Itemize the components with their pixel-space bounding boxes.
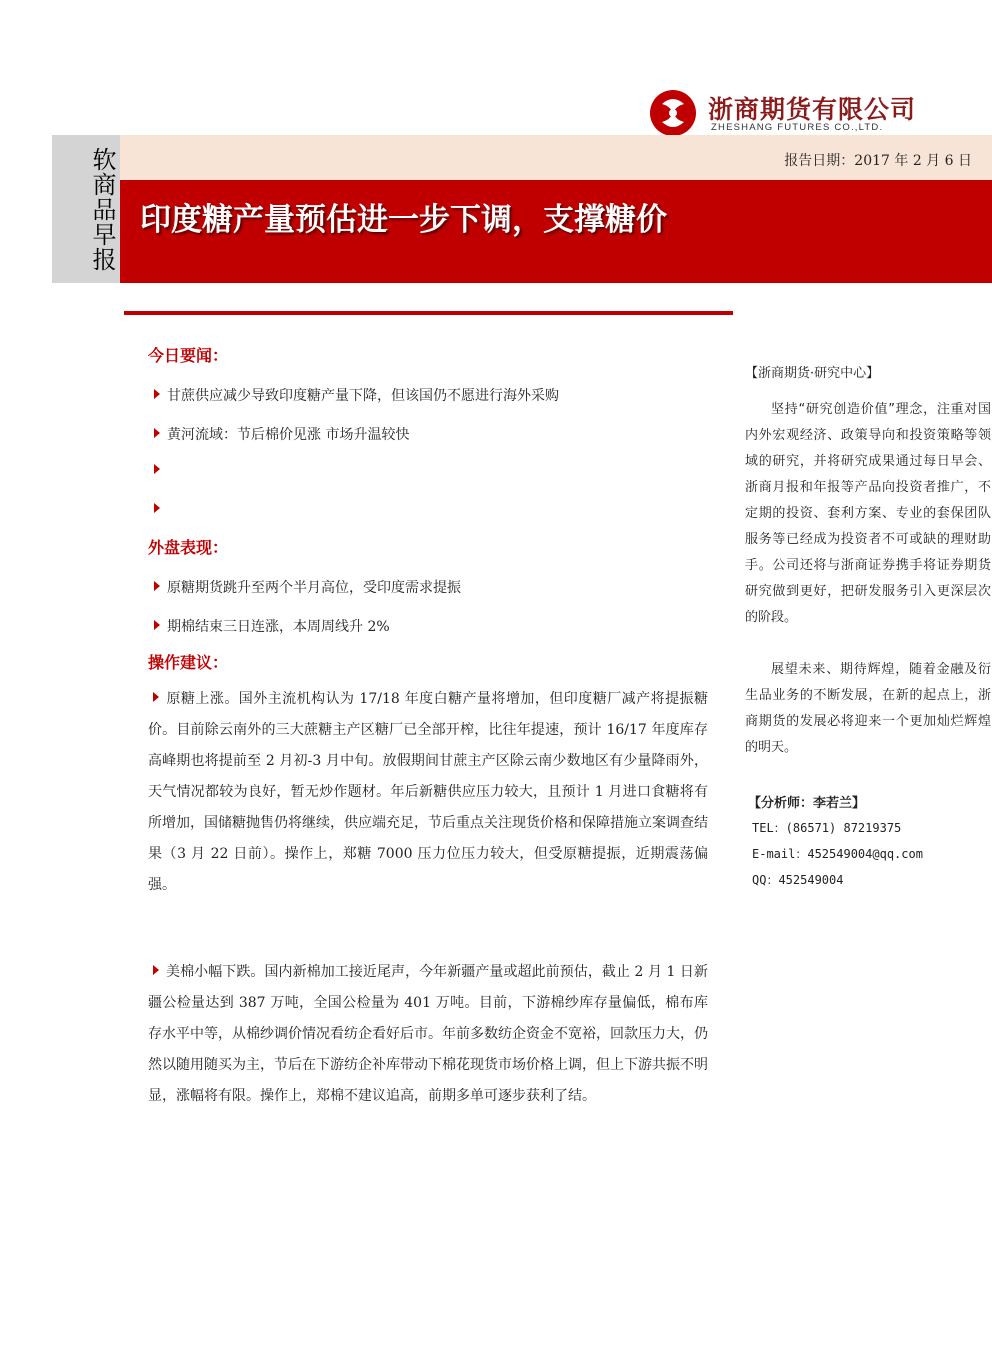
report-title: 印度糖产量预估进一步下调，支撑糖价 <box>140 202 667 238</box>
company-name-cn: 浙商期货有限公司 <box>708 95 917 124</box>
bullet-arrow-icon <box>153 965 159 975</box>
bullet-arrow-icon <box>154 581 160 591</box>
overseas-item-text: 原糖期货跳升至两个半月高位，受印度需求提振 <box>167 580 461 596</box>
bullet-arrow-icon <box>154 464 160 474</box>
section-divider <box>124 311 733 315</box>
advice-paragraph-cotton <box>148 957 708 1112</box>
news-heading: 今日要闻： <box>148 346 229 365</box>
overseas-item-text: 期棉结束三日连涨，本周周线升 2% <box>167 619 390 635</box>
report-date: 报告日期：2017 年 2 月 6 日 <box>784 153 972 169</box>
report-type-box <box>52 135 120 283</box>
news-item <box>154 463 167 479</box>
bullet-arrow-icon <box>153 692 159 702</box>
advice-paragraph-text: 美棉小幅下跌。国内新棉加工接近尾声，今年新疆产量或超此前预估，截止 2 月 1 日新疆公检量达到 387 万吨，全国公检量为 401 万吨。目前，下游棉纱库存量偏低，棉布库存水平中等，从棉纱调价情况看纺企看好后市。年前多数纺企资金不宽裕，回款压力大，仍然以随用随买为主，节后在下游纺企补库带动下棉花现货市场价格上调，但上下游共振不明显，涨幅将有限。操作上，郑棉不建议追高，前期多单可逐步获利了结。 <box>148 964 708 1104</box>
overseas-item <box>154 577 461 597</box>
news-item <box>154 502 167 518</box>
bullet-arrow-icon <box>154 620 160 630</box>
advice-paragraph-text: 原糖上涨。国外主流机构认为 17/18 年度白糖产量将增加，但印度糖厂减产将提振糖价。目前除云南外的三大蔗糖主产区糖厂已全部开榨，比往年提速，预计 16/17 年度库存高峰期也将提前至 2 月初-3 月中旬。放假期间甘蔗主产区除云南少数地区有少量降雨外，天气情况都较为良好，暂无炒作题材。年后新糖供应压力较大，且预计 1 月进口食糖将有所增加，国储糖抛售仍将继续，供应端充足，节后重点关注现货价格和保障措施立案调查结果（3 月 22 日前）。操作上，郑糖 7000 压力位压力较大，但受原糖提振，近期震荡偏强。 <box>148 691 708 893</box>
advice-paragraph-sugar <box>148 684 708 901</box>
news-item <box>154 385 559 405</box>
company-logo <box>648 88 938 138</box>
analyst-qq: QQ：452549004 <box>752 873 844 887</box>
report-type-label: 软商品早报 <box>88 147 116 272</box>
company-outlook-paragraph: 展望未来、期待辉煌，随着金融及衍生品业务的不断发展，在新的起点上，浙商期货的发展必将迎来一个更加灿烂辉煌的明天。 <box>745 662 991 755</box>
bullet-arrow-icon <box>154 428 160 438</box>
advice-heading: 操作建议： <box>148 653 229 672</box>
bullet-arrow-icon <box>154 503 160 513</box>
analyst-email: E-mail：452549004@qq.com <box>752 847 923 861</box>
company-intro-paragraph: 坚持“研究创造价值”理念，注重对国内外宏观经济、政策导向和投资策略等领域的研究，并将研究成果通过每日早会、浙商月报和年报等产品向投资者推广，不定期的投资、套利方案、专业的套保团队服务等已经成为投资者不可或缺的理财助手。公司还将与浙商证券携手将证券期货研究做到更好，把研发服务引入更深层次的阶段。 <box>745 402 991 625</box>
research-center-heading: 【浙商期货·研究中心】 <box>745 366 880 381</box>
analyst-name: 【分析师：李若兰】 <box>748 796 866 811</box>
news-item <box>154 424 409 444</box>
analyst-phone: TEL：(86571) 87219375 <box>752 821 902 835</box>
news-item-text: 黄河流域：节后棉价见涨 市场升温较快 <box>167 427 410 443</box>
company-name-en: ZHESHANG FUTURES CO.,LTD. <box>711 122 884 133</box>
overseas-item <box>154 616 390 636</box>
company-logo-icon <box>648 88 698 138</box>
overseas-heading: 外盘表现： <box>148 538 229 557</box>
news-item-text: 甘蔗供应减少导致印度糖产量下降，但该国仍不愿进行海外采购 <box>167 388 559 404</box>
bullet-arrow-icon <box>154 389 160 399</box>
